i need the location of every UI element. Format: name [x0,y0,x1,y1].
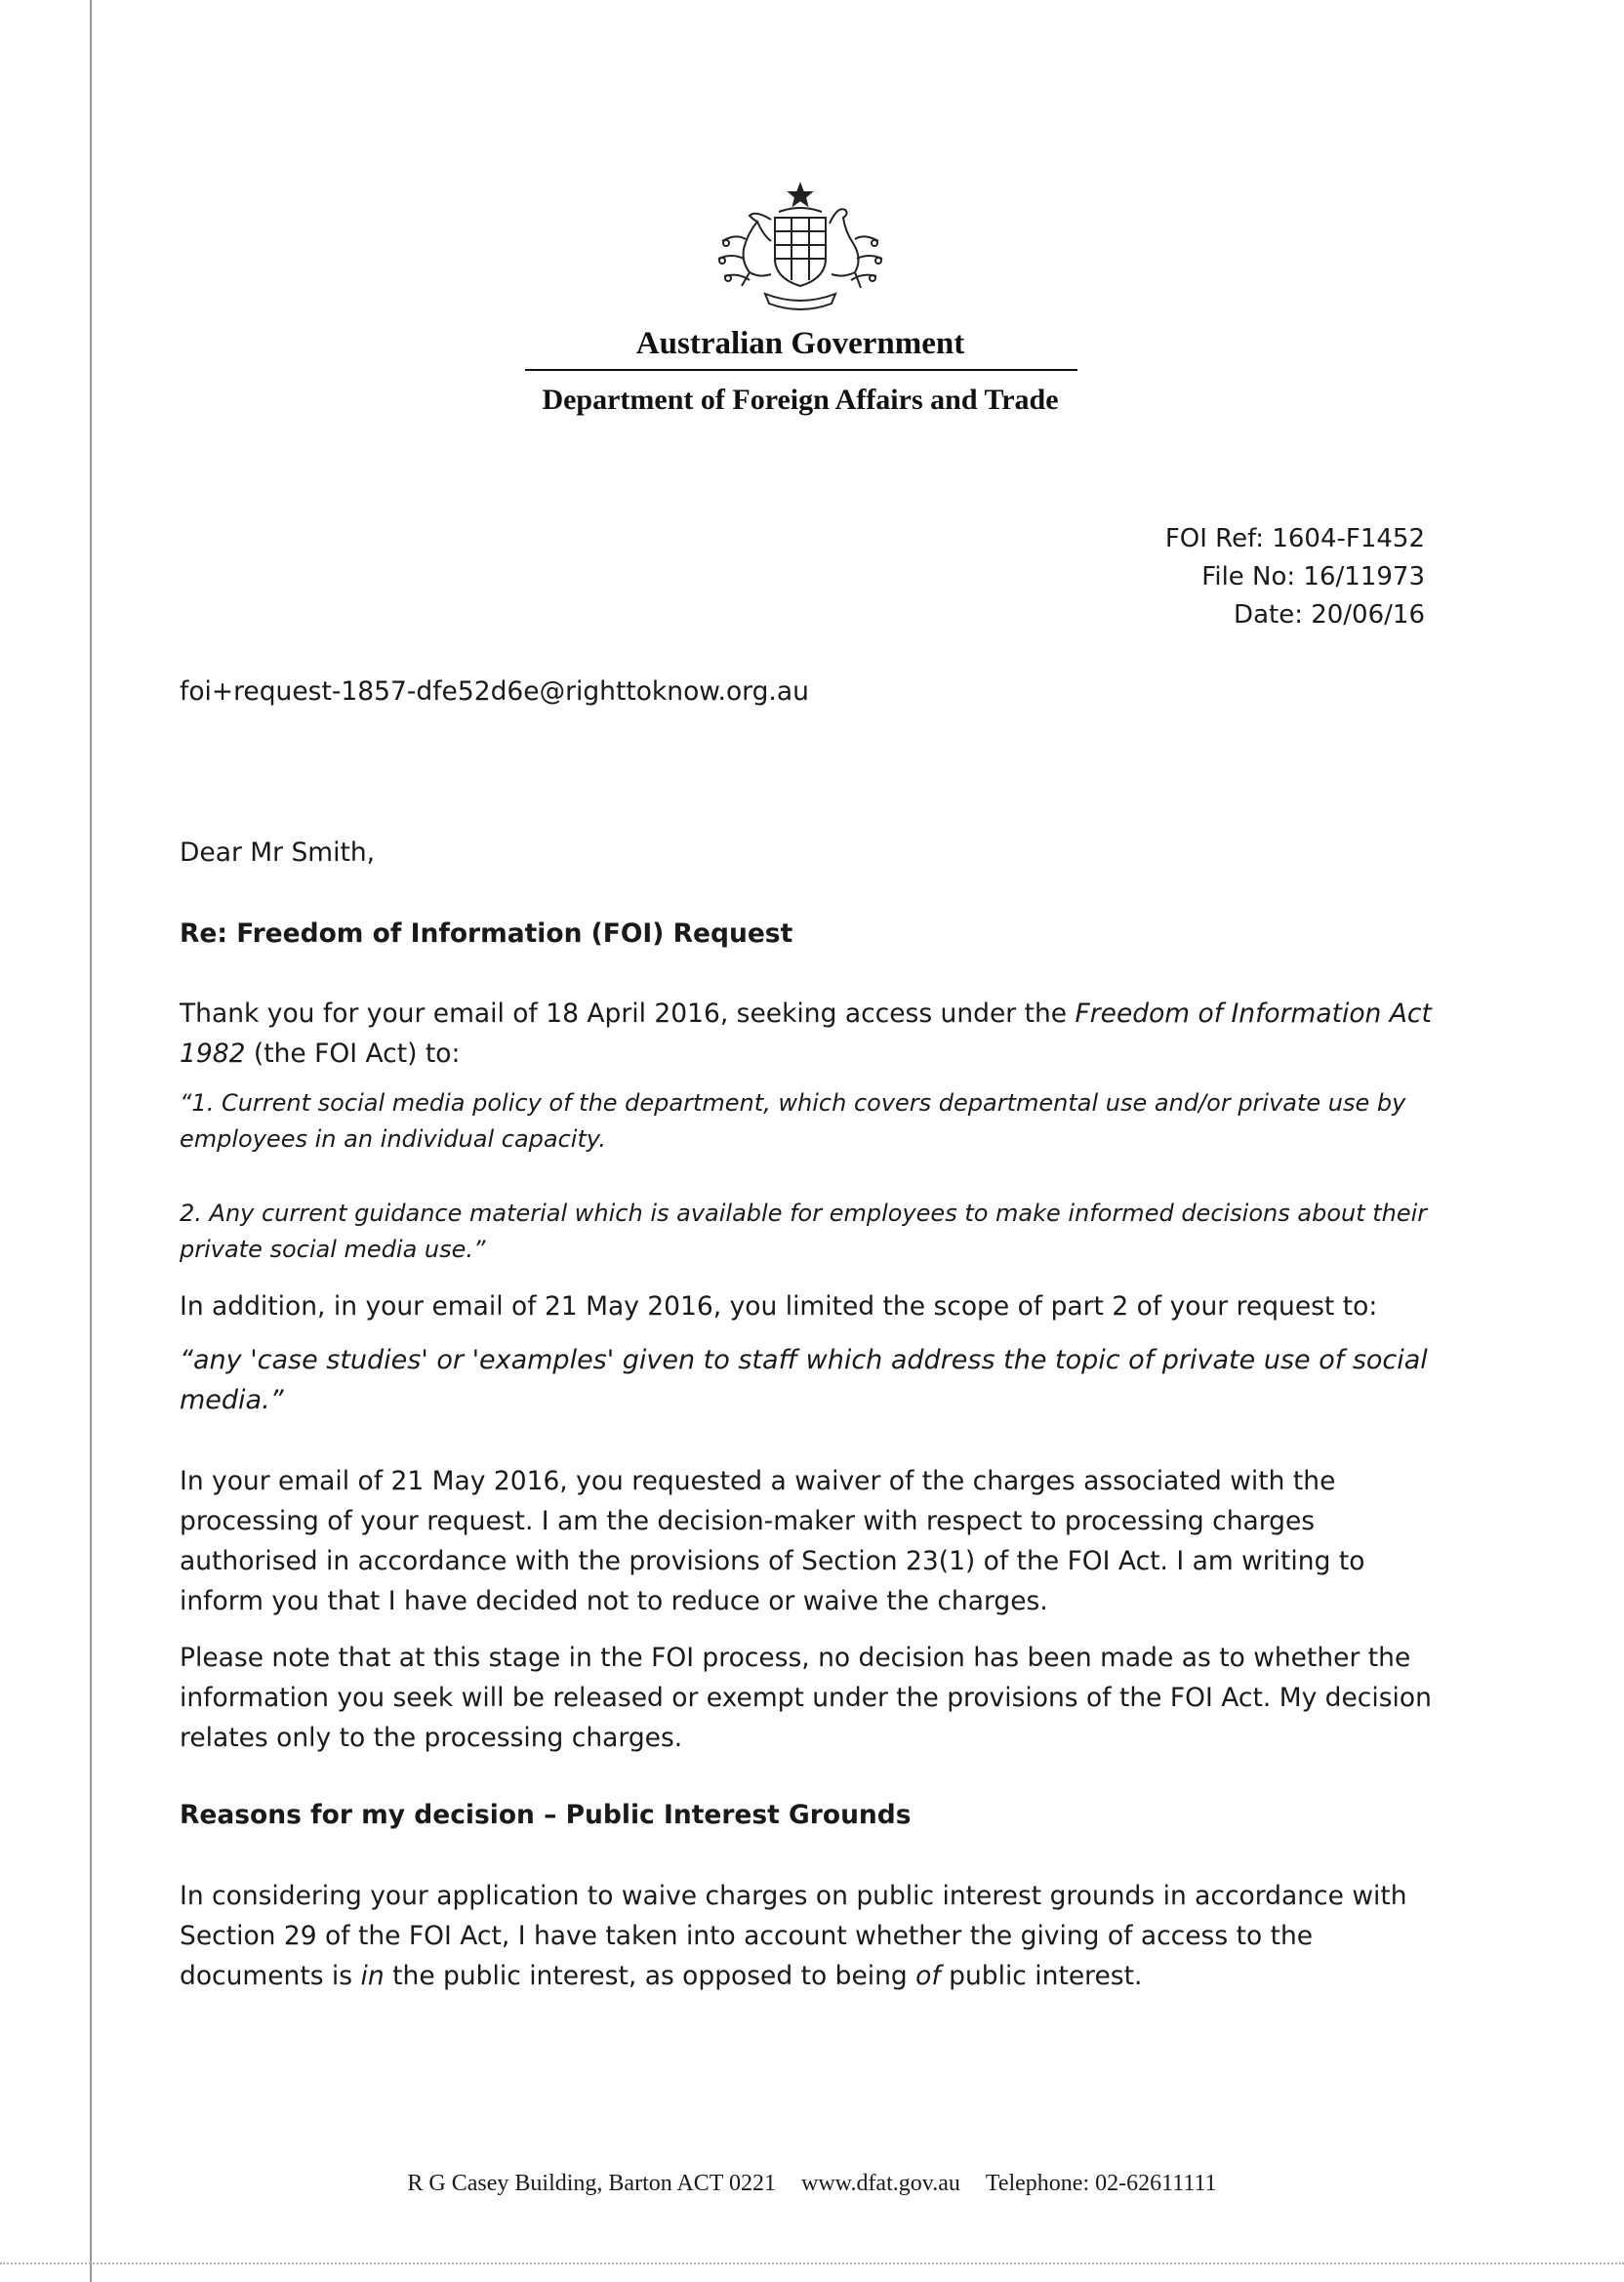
scope-limit-paragraph: In addition, in your email of 21 May 2016, you limited the scope of part 2 of your request to: [180,1291,1378,1322]
letter-footer [195,2169,1429,2198]
reference-block [1054,520,1425,634]
letterhead-divider [525,369,1077,371]
waiver-paragraph: In your email of 21 May 2016, you requested a waiver of the charges associated with the processing of your request. I am the decision-maker with respect to processing charges authorised in accordance with the provisions of Section 23(1) of the FOI Act. I am writing to inform you that I have decided not to reduce or waive the charges. [180,1466,1365,1616]
subject-line: Re: Freedom of Information (FOI) Request [180,918,793,949]
act-title: Freedom of Information Act 1982 [180,998,1432,1069]
file-number: File No: 16/11973 [1201,562,1425,591]
footer-address: R G Casey Building, Barton ACT 0221 [407,2171,776,2196]
public-interest-part-2: the public interest, as opposed to being [384,1961,916,1991]
letter-date: Date: 20/06/16 [1234,600,1425,630]
emphasis-in: in [360,1961,385,1991]
scan-edge-left [90,0,92,2282]
intro-text-after: (the FOI Act) to: [245,1039,461,1069]
emphasis-of: of [915,1961,941,1991]
note-paragraph: Please note that at this stage in the FOI process, no decision has been made as to whether the information you seek will be released or exempt under the provisions of the FOI Act. My decision relates only to the processing charges. [180,1643,1432,1753]
public-interest-part-3: public interest. [940,1961,1143,1991]
salutation: Dear Mr Smith, [180,837,376,868]
footer-telephone: Telephone: 02-62611111 [985,2171,1217,2196]
commonwealth-coat-of-arms-icon [703,181,898,315]
recipient-email: foi+request-1857-dfe52d6e@righttoknow.org.au [180,676,809,707]
request-item-1: “1. Current social media policy of the department, which covers departmental use and/or private use by employees in an individual capacity. [180,1089,1406,1153]
government-name: Australian Government [635,326,965,361]
public-interest-part-1: In considering your application to waive charges on public interest grounds in accordance with Section 29 of the FOI Act, I have taken into account whether the giving of access to the documents is [180,1881,1407,1991]
foi-reference: FOI Ref: 1604-F1452 [1164,524,1425,553]
scan-edge-bottom [0,2262,1624,2264]
reasons-heading: Reasons for my decision – Public Interest Grounds [180,1800,912,1830]
department-name: Department of Foreign Affairs and Trade [542,384,1059,416]
intro-text-before: Thank you for your email of 18 April 2016, seeking access under the [180,998,1076,1029]
footer-website: www.dfat.gov.au [801,2171,960,2196]
scope-quote: “any 'case studies' or 'examples' given to staff which address the topic of private use of social media.” [180,1345,1428,1415]
public-interest-paragraph [180,1876,1439,1996]
intro-paragraph [180,994,1439,1074]
request-item-2: 2. Any current guidance material which is available for employees to make informed decisions about their private social media use.” [180,1200,1428,1263]
